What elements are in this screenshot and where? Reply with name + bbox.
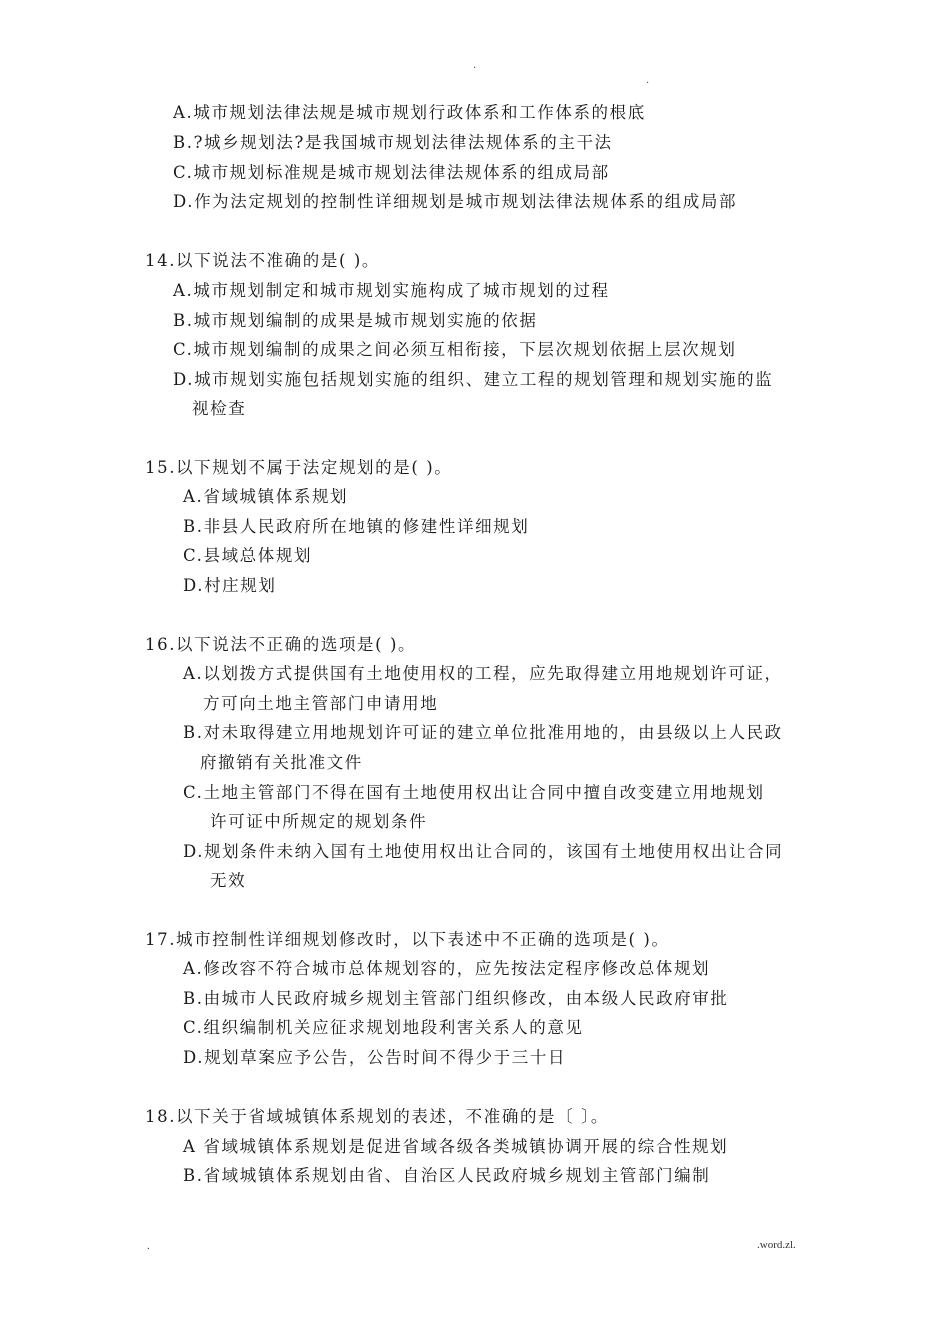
question-17-option-a: A.修改容不符合城市总体规划容的，应先按法定程序修改总体规划 <box>183 959 711 978</box>
question-16-option-d: D.规划条件未纳入国有土地使用权出让合同的，该国有土地使用权出让合同 <box>183 842 784 861</box>
q13-option-b: B.?城乡规划法?是我国城市规划法律法规体系的主干法 <box>173 133 613 152</box>
q13-option-d: D.作为法定规划的控制性详细规划是城市规划法律法规体系的组成局部 <box>173 192 738 211</box>
question-15-option-b: B.非县人民政府所在地镇的修建性详细规划 <box>183 517 530 536</box>
question-16-stem: 16.以下说法不正确的选项是( )。 <box>145 635 417 654</box>
question-16-option-b-continued: 府撤销有关批准文件 <box>200 753 363 772</box>
question-14-option-b: B.城市规划编制的成果是城市规划实施的依据 <box>173 311 538 330</box>
question-17-option-b: B.由城市人民政府城乡规划主管部门组织修改，由本级人民政府审批 <box>183 989 729 1008</box>
question-14-option-d-continued: 视检查 <box>192 399 247 418</box>
question-14-option-c: C.城市规划编制的成果之间必须互相衔接，下层次规划依据上层次规划 <box>173 340 737 359</box>
question-18-stem: 18.以下关于省域城镇体系规划的表述，不准确的是〔 〕。 <box>145 1107 610 1126</box>
question-16-option-a: A.以划拨方式提供国有土地使用权的工程，应先取得建立用地规划许可证， <box>183 664 783 683</box>
question-15-option-a: A.省域城镇体系规划 <box>183 487 349 506</box>
question-14-option-d: D.城市规划实施包括规划实施的组织、建立工程的规划管理和规划实施的监 <box>173 370 774 389</box>
question-16-option-d-continued: 无效 <box>210 871 247 890</box>
question-16-option-c-continued: 许可证中所规定的规划条件 <box>210 812 428 831</box>
question-17-option-c: C.组织编制机关应征求规划地段利害关系人的意见 <box>183 1018 584 1037</box>
footer-dot: . <box>147 1240 150 1252</box>
question-15-stem: 15.以下规划不属于法定规划的是( )。 <box>145 458 453 477</box>
q13-option-a: A.城市规划法律法规是城市规划行政体系和工作体系的根底 <box>173 103 646 122</box>
question-16-option-c: C.土地主管部门不得在国有土地使用权出让合同中擅自改变建立用地规划 <box>183 783 765 802</box>
question-15-option-c: C.县域总体规划 <box>183 546 313 565</box>
question-16-option-a-continued: 方可向土地主管部门申请用地 <box>203 694 439 713</box>
question-18-option-b: B.省域城镇体系规划由省、自治区人民政府城乡规划主管部门编制 <box>183 1166 711 1185</box>
footer-watermark: .word.zl. <box>757 1239 796 1251</box>
header-dot-left: . <box>473 60 477 71</box>
question-15-option-d: D.村庄规划 <box>183 576 277 595</box>
question-17-option-d: D.规划草案应予公告，公告时间不得少于三十日 <box>183 1048 567 1067</box>
question-18-option-a: A 省域城镇体系规划是促进省域各级各类城镇协调开展的综合性规划 <box>183 1137 729 1156</box>
q13-option-c: C.城市规划标准规是城市规划法律法规体系的组成局部 <box>173 163 610 182</box>
header-dot-right: . <box>646 75 650 86</box>
question-17-stem: 17.城市控制性详细规划修改时，以下表述中不正确的选项是( )。 <box>145 930 670 949</box>
question-16-option-b: B.对未取得建立用地规划许可证的建立单位批准用地的，由县级以上人民政 <box>183 723 783 742</box>
question-14-option-a: A.城市规划制定和城市规划实施构成了城市规划的过程 <box>173 281 610 300</box>
question-14-stem: 14.以下说法不准确的是( )。 <box>145 251 380 270</box>
